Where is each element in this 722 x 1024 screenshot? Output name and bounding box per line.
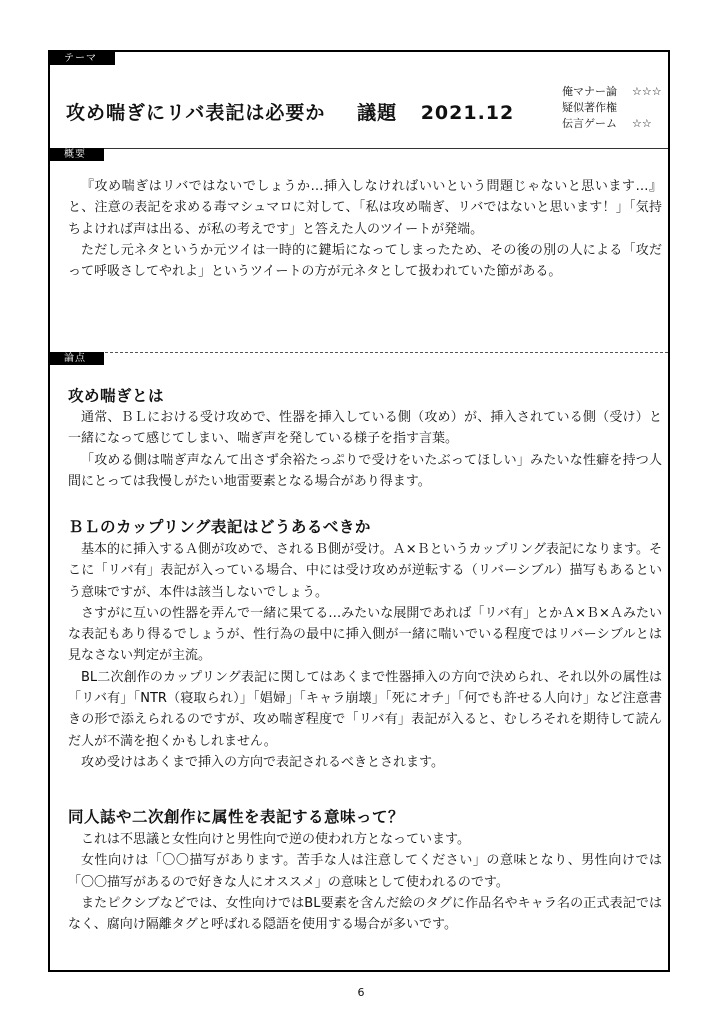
section-paragraph: 通常、ＢＬにおける受け攻めで、性器を挿入している側（攻め）が、挿入されている側（受け）と一緒になって感じてしまい、喘ぎ声を発している様子を指す言葉。 xyxy=(68,410,662,447)
section-paragraph: 「攻める側は喘ぎ声なんて出さず余裕たっぷりで受けをいたぶってほしい」みたいな性癖を持つ人間にとっては我慢しがたい地雷要素となる場合があり得ます。 xyxy=(68,452,662,489)
rating-stars: ☆☆☆ xyxy=(632,85,662,98)
section-paragraph: またピクシブなどでは、女性向けではBL要素を含んだ絵のタグに作品名やキャラ名の正式表記ではなく、腐向け隔離タグと呼ばれる隠語を使用する場合が多いです。 xyxy=(68,895,662,933)
rating-stars: ☆☆ xyxy=(632,117,652,130)
section-heading: 同人誌や二次創作に属性を表記する意味って？ xyxy=(68,808,405,826)
section-heading: ＢＬのカップリング表記はどうあるべきか xyxy=(68,518,371,536)
rating-name: 伝言ゲーム xyxy=(562,117,617,130)
section-body xyxy=(68,407,662,492)
rating-name: 疑似著作権 xyxy=(562,101,617,114)
overview-tab: 概要 xyxy=(50,148,104,161)
rating-row xyxy=(562,100,662,116)
page-number: 6 xyxy=(357,986,365,999)
section-body xyxy=(68,539,662,773)
rating-name: 俺マナー論 xyxy=(562,85,617,98)
rating-row xyxy=(562,84,662,100)
theme-tab: テーマ xyxy=(50,52,115,65)
overview-paragraph: 『攻め喘ぎはリバではないでしょうか…挿入しなければいいという問題じゃないと思います…』と、注意の表記を求める毒マシュマロに対して、「私は攻め喘ぎ、リバではないと思います！」「気持ちよければ声は出る、が私の考えです」と答えた人のツイートが発端。 xyxy=(68,179,662,237)
title-date: 2021.12 xyxy=(420,102,515,124)
section-paragraph: 基本的に挿入するＡ側が攻めで、されるＢ側が受け。Ａ×Ｂというカップリング表記になります。そこに「リバ有」表記が入っている場合、中には受け攻めが逆転する（リバーシブル）描写もあるという意味ですが、本件は該当しないでしょう。 xyxy=(68,542,662,600)
section-paragraph: これは不思議と女性向けと男性向で逆の使われ方となっています。 xyxy=(81,832,470,847)
rating-row xyxy=(562,116,662,132)
section-paragraph: 攻め受けはあくまで挿入の方向で表記されるべきとされます。 xyxy=(81,754,444,770)
title-text: 攻め喘ぎにリバ表記は必要か xyxy=(66,102,326,124)
overview-divider xyxy=(50,148,668,149)
ratings-box xyxy=(562,84,662,132)
page-title xyxy=(66,98,514,125)
section-paragraph: BL二次創作のカップリング表記に関してはあくまで性器挿入の方向で決められ、それ以外の属性は「リバ有」「NTR（寝取られ）」「娼婦」「キャラ崩壊」「死にオチ」「何でも許せる人向け」など注意書きの形で添えられるのですが、攻め喘ぎ程度で「リバ有」表記が入ると、むしろそれを期待して読んだ人が不満を抱くかもしれません。 xyxy=(68,669,662,749)
points-tab: 論点 xyxy=(50,352,104,365)
overview-body xyxy=(68,176,662,282)
section-paragraph: 女性向けは「〇〇描写があります。苦手な人は注意してください」の意味となり、男性向けでは「〇〇描写があるので好きな人にオススメ」の意味として使われるのです。 xyxy=(68,853,662,890)
section-paragraph: さすがに互いの性器を弄んで一緒に果てる…みたいな展開であれば「リバ有」とかＡ×Ｂ×Ａみたいな表記もあり得るでしょうが、性行為の最中に挿入側が一緒に喘いでいる程度ではリバーシブルとは見なさない判定が主流。 xyxy=(68,605,662,664)
page-frame xyxy=(48,50,670,972)
overview-paragraph: ただし元ネタというか元ツイは一時的に鍵垢になってしまったため、その後の別の人による「攻だって呼吸さしてやれよ」というツイートの方が元ネタとして扱われていた節がある。 xyxy=(68,242,662,280)
points-divider xyxy=(50,352,668,353)
section-heading: 攻め喘ぎとは xyxy=(68,387,165,405)
subject-label: 議題 xyxy=(357,102,398,124)
section-body xyxy=(68,829,662,935)
